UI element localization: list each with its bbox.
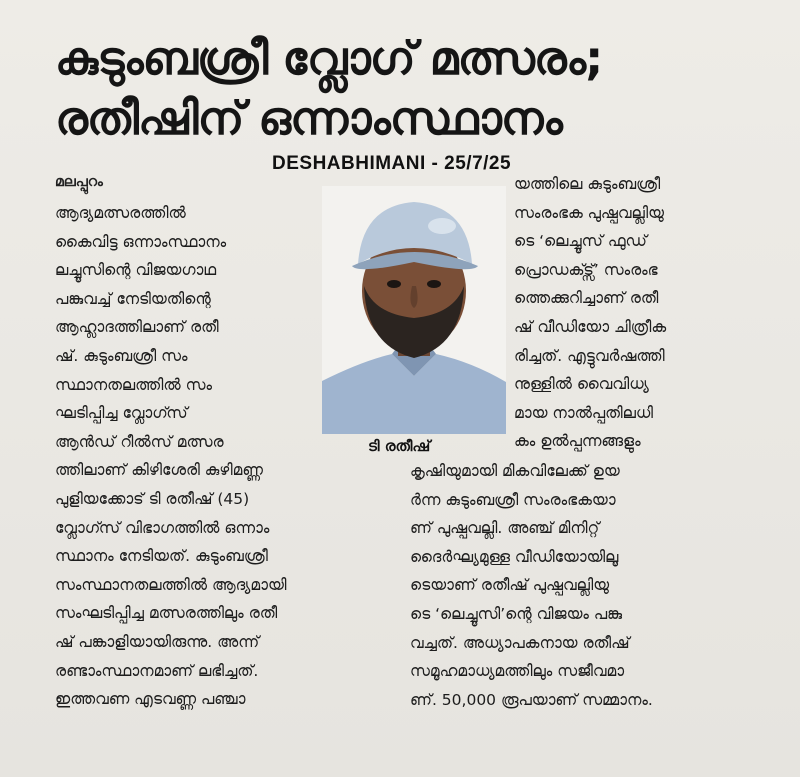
- text-line: ഷ്. കുടുംബശ്രീ സം: [55, 346, 188, 365]
- dateline: മലപ്പുറം: [55, 174, 103, 190]
- text-line: ഷ് വീഡിയോ ചിത്രീക: [514, 317, 667, 336]
- headline-line-1: കുടുംബശ്രീ വ്ലോഗ് മത്സരം;: [55, 31, 603, 85]
- text-line: ടെ ‘ലെച്ചൂസി’ന്റെ വിജയം പങ്കു: [410, 604, 623, 623]
- text-line: മായ നാൽപ്പതിലധി: [514, 403, 654, 422]
- text-line: ഇത്തവണ എടവണ്ണ പഞ്ചാ: [55, 690, 246, 709]
- text-line: വച്ചത്. അധ്യാപകനായ രതീഷ്: [410, 633, 630, 652]
- text-line: നുള്ളിൽ വൈവിധ്യ: [514, 375, 649, 394]
- text-line: യത്തിലെ കുടുംബശ്രീ: [514, 175, 661, 193]
- text-line: കം ഉൽപ്പന്നങ്ങളും: [514, 432, 641, 451]
- text-line: സംഘടിപ്പിച്ച മത്സരത്തിലും രതീ: [55, 604, 278, 623]
- text-line: പ്രൊഡക്ട്സ്’ സംരംഭ: [514, 260, 658, 279]
- text-line: സമൂഹമാധ്യമത്തിലും സജീവമാ: [410, 662, 625, 681]
- text-line: കൃഷിയുമായി മികവിലേക്ക് ഉയ: [410, 462, 620, 480]
- text-line: ണ്. 50,000 രൂപയാണ് സമ്മാനം.: [410, 690, 653, 709]
- text-line: കൈവിട്ട ഒന്നാംസ്ഥാനം: [55, 232, 227, 251]
- text-line: രണ്ടാംസ്ഥാനമാണ് ലഭിച്ചത്.: [55, 661, 259, 680]
- text-line: പുളിയക്കോട് ടി രതീഷ് (45): [55, 489, 250, 508]
- source-tag: DESHABHIMANI - 25/7/25: [272, 153, 512, 174]
- text-line: ർന്ന കുടുംബശ്രീ സംരംഭകയാ: [410, 490, 616, 509]
- text-line: ആൻഡ് റീൽസ് മത്സര: [55, 432, 224, 451]
- text-line: ത്തിലാണ് കിഴിശേരി കുഴിമണ്ണ: [55, 461, 263, 480]
- text-line: രിച്ചത്. എട്ടുവർഷത്തി: [514, 346, 665, 365]
- text-line: ഷ് പങ്കാളിയായിരുന്നു. അന്ന്: [55, 632, 260, 651]
- text-line: ആദ്യമത്സരത്തിൽ: [55, 204, 186, 222]
- text-line: ത്തെക്കുറിച്ചാണ് രതീ: [514, 289, 659, 308]
- right-column-top: [514, 170, 764, 456]
- photo-caption: ടി രതീഷ്: [368, 437, 431, 455]
- portrait-illustration: [322, 186, 506, 434]
- text-line: സംസ്ഥാനതലത്തിൽ ആദ്യമായി: [55, 575, 287, 594]
- text-line: ടെ ‘ലെച്ചൂസ് ഫുഡ്: [514, 232, 647, 251]
- headline: [55, 28, 775, 148]
- text-line: ലച്ചൂസിന്റെ വിജയഗാഥ: [55, 261, 217, 280]
- text-line: ഘടിപ്പിച്ച വ്ലോഗ്സ്: [55, 404, 188, 423]
- text-line: ടെയാണ് രതീഷ് പുഷ്പവല്ലിയു: [410, 576, 610, 595]
- text-line: സംരംഭക പുഷ്പവല്ലിയു: [514, 203, 664, 222]
- text-line: സ്ഥാനം നേടിയത്. കുടുംബശ്രീ: [55, 547, 268, 566]
- text-line: സ്ഥാനതലത്തിൽ സം: [55, 375, 212, 394]
- text-line: പങ്കുവച്ച് നേടിയതിന്റെ: [55, 289, 211, 308]
- text-line: വ്ലോഗ്സ് വിഭാഗത്തിൽ ഒന്നാം: [55, 518, 270, 537]
- right-column-bottom: [410, 457, 770, 714]
- text-line: ദൈർഘ്യമുള്ള വീഡിയോയിലൂ: [410, 547, 619, 566]
- portrait-photo: [322, 186, 506, 434]
- headline-line-2: രതീഷിന് ഒന്നാംസ്ഥാനം: [55, 91, 562, 145]
- text-line: ആഹ്ലാദത്തിലാണ് രതീ: [55, 318, 219, 337]
- text-line: ണ് പുഷ്പവല്ലി. അഞ്ച് മിനിറ്റ്: [410, 519, 600, 538]
